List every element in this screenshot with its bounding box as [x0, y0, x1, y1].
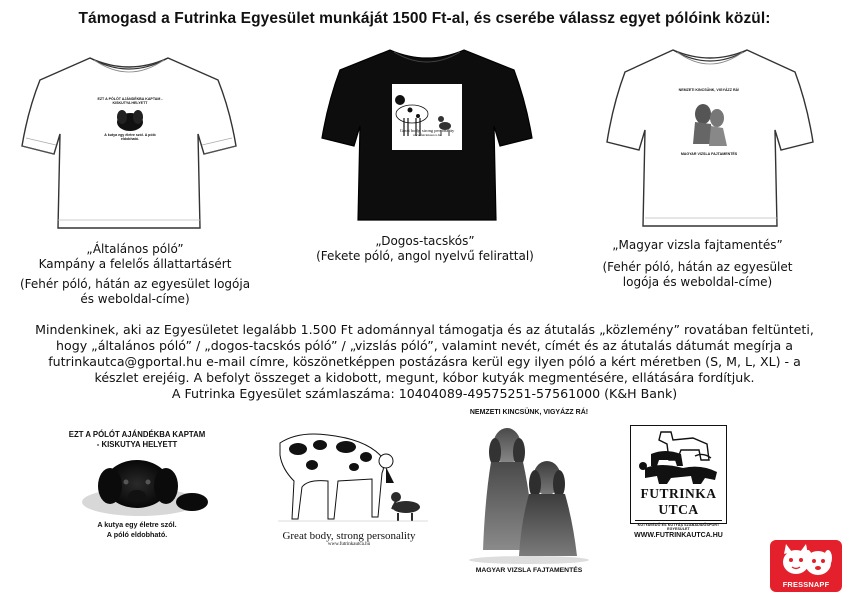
- shirt-vizsla-name: „Magyar vizsla fajtamentés”: [612, 238, 783, 252]
- print-dogs-url: www.futrinkautca.hu: [327, 542, 371, 547]
- puppy-image: [42, 450, 232, 520]
- shirt-vizsla-caption: [585, 238, 810, 290]
- shirt-dogos-print: [392, 122, 462, 142]
- page-headline: Támogasd a Futrinka Egyesület munkáját 1500 Ft-al, és cserébe válassz egyet pólóink közül:: [78, 10, 771, 27]
- shirt-vizsla-print-top: [668, 86, 750, 94]
- paragraph-line-5: A Futrinka Egyesület számlaszáma: 10404089-49575251-57561000 (K&H Bank): [171, 386, 678, 401]
- shirt-vizsla-detail: (Fehér póló, hátán az egyesület logója és weboldal-címe): [602, 260, 793, 289]
- paragraph-line-2: hogy „általános póló” / „dogos-tacskós póló” / „vizslás póló”, valamint nevét, címét és az átutalás dátumát megírja a: [56, 338, 793, 353]
- print-puppy: [42, 430, 232, 555]
- support-paragraph: [10, 322, 839, 402]
- shirt-general-print-bottom: [100, 130, 160, 144]
- print-puppy-head: EZT A PÓLÓT AJÁNDÉKBA KAPTAM - KISKUTYA HELYETT: [68, 430, 206, 449]
- shirt-general-print-top: [95, 92, 165, 110]
- shirt-general-caption: [10, 242, 260, 307]
- fressnapf-logo: [770, 540, 842, 592]
- paragraph-line-3: futrinkautca@gportal.hu e-mail címre, köszönetképpen postázásra kerül egy ilyen póló a kért méretben (S, M, L, XL) - a: [48, 354, 801, 369]
- shirt-dogos-caption: [280, 234, 570, 264]
- shirt-dogos-print-text: Great body, strong personality: [399, 127, 455, 133]
- futrinka-logo-title: FUTRINKA UTCA: [640, 486, 717, 517]
- shirt-general-print-top-text: EZT A PÓLÓT AJÁNDÉKBA KAPTAM - KISKUTYA HELYETT: [97, 96, 163, 105]
- shirt-dogos-print-url: www.futrinkautca.hu: [412, 132, 442, 137]
- futrinka-logo-subtitle: KUTYAVÉDŐ ÉS KUTYÁS SZABADIDŐSPORT EGYESÜLET: [637, 523, 720, 531]
- shirt-dogos-subtitle: (Fekete póló, angol nyelvű felirattal): [316, 249, 534, 263]
- print-vizsla-head: NEMZETI KINCSÜNK, VIGYÁZZ RÁ!: [469, 409, 589, 416]
- shirt-general-subtitle: Kampány a felelős állattartásért: [38, 257, 232, 271]
- vizsla-image: [455, 418, 603, 566]
- dogs-image: [268, 425, 430, 530]
- print-dogs-caption: Great body, strong personality: [282, 530, 416, 542]
- paragraph-line-1: Mindenkinek, aki az Egyesületet legalább 1.500 Ft adománnyal támogatja és az átutalás „közlemény” rovatában feltünteti,: [35, 322, 814, 337]
- fressnapf-label: FRESSNAPF: [782, 580, 830, 589]
- print-puppy-foot: A kutya egy életre szól. A póló eldobható.: [97, 520, 177, 539]
- print-vizsla-foot: MAGYAR VIZSLA FAJTAMENTÉS: [475, 567, 583, 574]
- shirt-dogos-name: „Dogos-tacskós”: [375, 234, 475, 248]
- print-vizsla: [455, 408, 603, 584]
- shirt-general-name: „Általános póló”: [86, 242, 184, 256]
- fressnapf-pets-icon: [770, 540, 842, 582]
- shirt-vizsla-print-top-text: NEMZETI KINCSÜNK, VIGYÁZZ RÁ!: [678, 87, 740, 92]
- shirt-vizsla-print-bottom: [668, 150, 750, 158]
- futrinka-logo-url: WWW.FUTRINKAUTCA.HU: [634, 532, 723, 539]
- print-dogs: [268, 425, 430, 565]
- shirt-general-detail: (Fehér póló, hátán az egyesület logója és weboldal-címe): [19, 277, 251, 306]
- paragraph-line-4: készlet erejéig. A befolyt összeget a kidobott, megunt, kóbor kutyák megmentésére, ellátására fordítjuk.: [94, 370, 755, 385]
- shirt-vizsla-image: [605, 44, 815, 230]
- shirt-vizsla-print-bottom-text: MAGYAR VIZSLA FAJTAMENTÉS: [680, 151, 738, 156]
- futrinka-logo: [630, 425, 727, 531]
- shirt-general-print-bottom-text: A kutya egy életre szól. A póló eldobható.: [104, 132, 156, 141]
- futrinka-logo-animals-icon: [631, 426, 725, 486]
